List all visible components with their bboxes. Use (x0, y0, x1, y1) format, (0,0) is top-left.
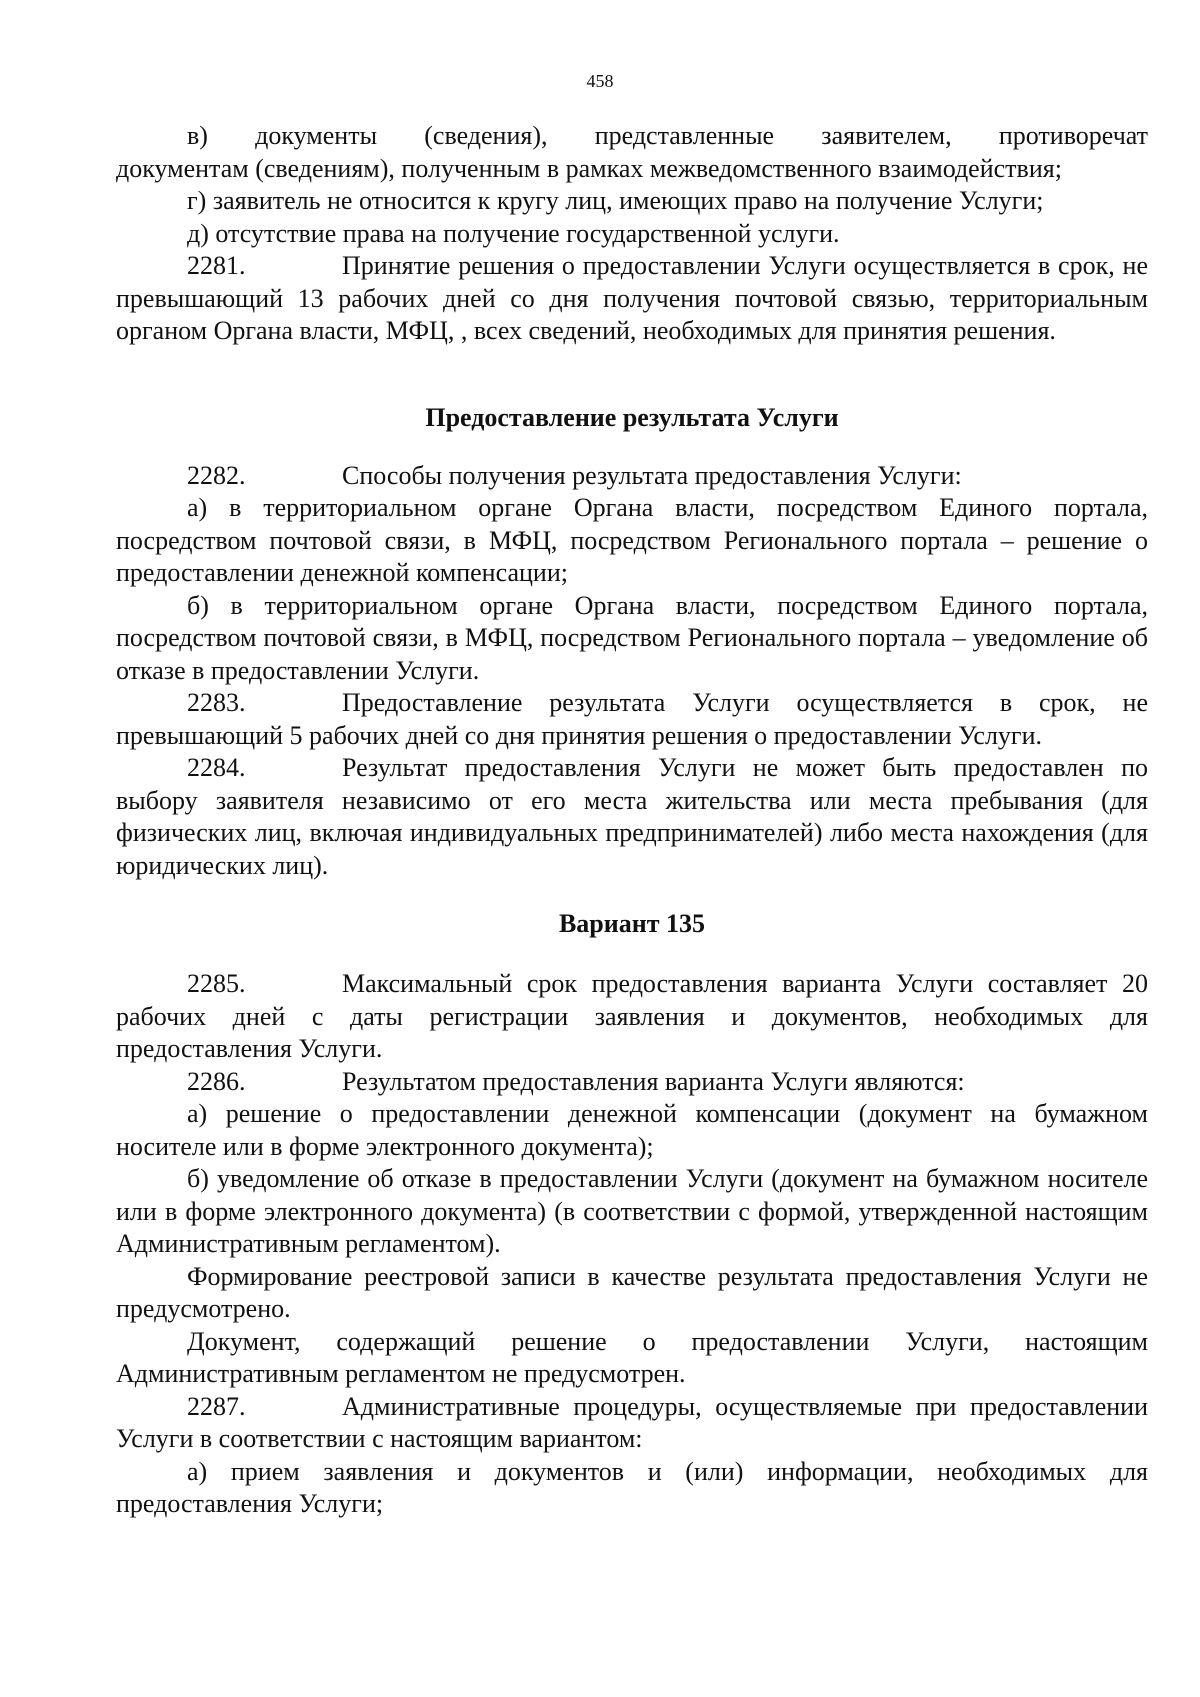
paragraph-item-v-line1: в) документы (сведения), представленные заявителем, противоречат (187, 121, 1148, 150)
section-2284 (116, 752, 1148, 882)
section-number: 2287. (187, 1391, 246, 1421)
section-number: 2283. (187, 688, 246, 717)
section-number: 2285. (187, 969, 246, 998)
section-2281 (116, 250, 1148, 348)
section-text: Максимальный срок предоставления варианта Услуги составляет 20 рабочих дней с даты регистрации заявления и документов, необходимых для предоставления Услуги. (116, 969, 1148, 1063)
section-number: 2286. (187, 1066, 246, 1096)
section-number: 2281. (187, 251, 246, 280)
section-text: Предоставление результата Услуги осуществляется в срок, не превышающий 5 рабочих дней со дня принятия решения о предоставлении Услуги. (116, 688, 1148, 750)
paragraph-item-b: б) в территориальном органе Органа власти, посредством Единого портала, посредством почтовой связи, в МФЦ, посредством Регионального портала – уведомление об отказе в предоставлении Услуги. (116, 590, 1148, 685)
variant-heading: Вариант 135 (558, 909, 706, 938)
section-text: Способы получения результата предоставления Услуги: (342, 460, 962, 490)
section-text: Результат предоставления Услуги не может быть предоставлен по выбору заявителя независимо от его места жительства или места пребывания (для физических лиц, включая индивидуальных предпринимателей) либо места нахождения (для юридических лиц). (116, 753, 1148, 880)
section-2282 (116, 460, 1148, 493)
paragraph-item-a: а) в территориальном органе Органа власти, посредством Единого портала, посредством почтовой связи, в МФЦ, посредством Регионального портала – решение о предоставлении денежной компенсации; (116, 493, 1148, 587)
paragraph-document: Документ, содержащий решение о предоставлении Услуги, настоящим Административным регламентом не предусмотрен. (116, 1326, 1148, 1388)
section-2287 (116, 1391, 1148, 1456)
paragraph-item-b: б) уведомление об отказе в предоставлении Услуги (документ на бумажном носителе или в форме электронного документа) (в соответствии с формой, утвержденной настоящим Административным регламентом). (116, 1164, 1148, 1258)
paragraph-item-a: а) прием заявления и документов и (или) информации, необходимых для предоставления Услуги; (116, 1456, 1148, 1518)
paragraph-item-d: д) отсутствие права на получение государственной услуги. (187, 218, 840, 248)
section-heading: Предоставление результата Услуги (425, 402, 839, 432)
section-2285 (116, 968, 1148, 1066)
page-number: 458 (586, 71, 614, 91)
paragraph-item-a: а) решение о предоставлении денежной компенсации (документ на бумажном носителе или в форме электронного документа); (116, 1099, 1148, 1161)
section-2286 (116, 1066, 1148, 1099)
section-text: Результатом предоставления варианта Услуги являются: (342, 1066, 965, 1096)
paragraph-item-g: г) заявитель не относится к кругу лиц, имеющих право на получение Услуги; (187, 186, 1044, 215)
section-number: 2284. (187, 753, 246, 782)
section-number: 2282. (187, 460, 246, 490)
section-2283 (116, 687, 1148, 752)
section-text: Принятие решения о предоставлении Услуги осуществляется в срок, не превышающий 13 рабочих дней со дня получения почтовой связью, территориальным органом Органа власти, МФЦ, , всех сведений, необходимых для принятия решения. (116, 251, 1148, 345)
section-text: Административные процедуры, осуществляемые при предоставлении Услуги в соответствии с настоящим вариантом: (116, 1391, 1148, 1453)
paragraph-item-v-line2: документам (сведениям), полученным в рамках межведомственного взаимодействия; (116, 153, 1062, 183)
document-body (116, 120, 1148, 1521)
paragraph-registry: Формирование реестровой записи в качестве результата предоставления Услуги не предусмотрено. (116, 1261, 1148, 1323)
